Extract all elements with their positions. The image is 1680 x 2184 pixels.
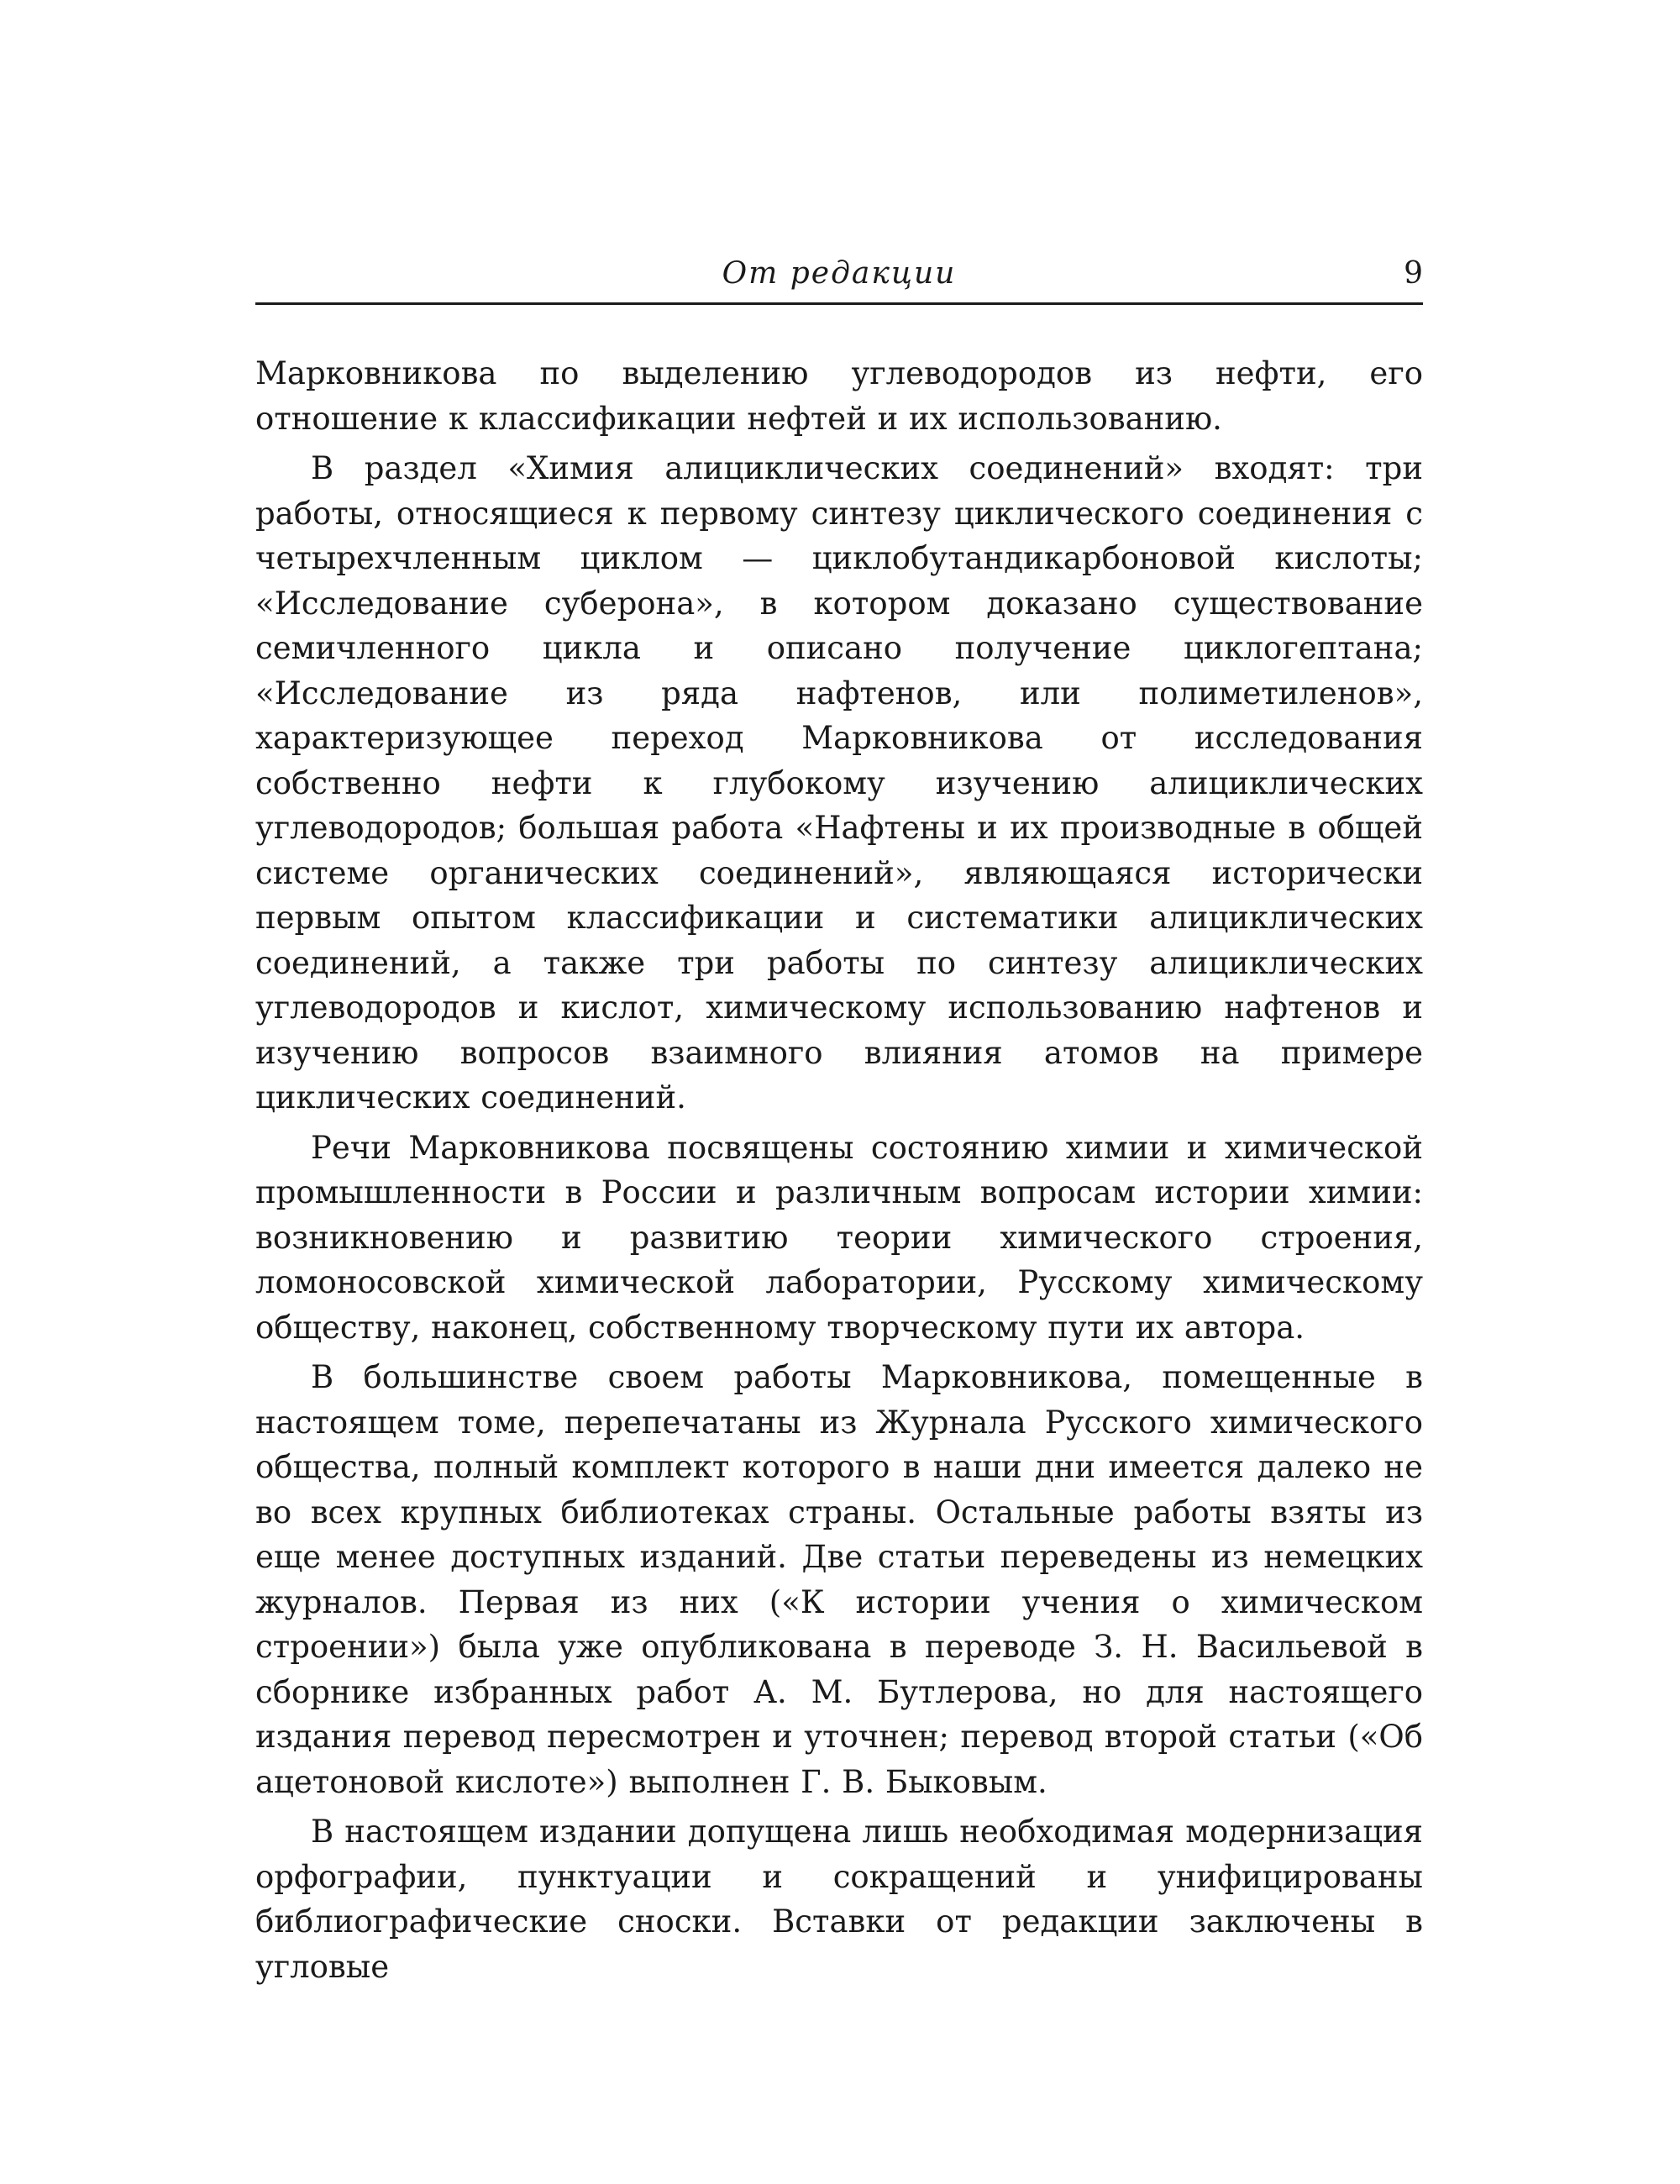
running-title: От редакции: [722, 256, 957, 291]
header-rule: [255, 302, 1423, 305]
body-text: [255, 351, 1423, 1994]
running-head: [255, 249, 1423, 299]
paragraph-1: Марковникова по выделению углеводородов из нефти, его отношение к классификации нефтей и их использованию.: [255, 355, 1423, 437]
paragraph-5: В настоящем издании допущена лишь необходимая модернизация орфографии, пунктуации и сокращений и унифицированы библиографические сноски. Вставки от редакции заключены в угловые: [255, 1814, 1423, 1985]
paragraph-3: Речи Марковникова посвящены состоянию химии и химической промышленности в России и различным вопросам истории химии: возникновению и развитию теории химического строения, ломоносовской химической лаборатории, Русскому химическому обществу, наконец, собственному творческому пути их автора.: [255, 1129, 1423, 1346]
paragraph-4: В большинстве своем работы Марковникова, помещенные в настоящем томе, перепечатаны из Журнала Русского химического общества, полный комплект которого в наши дни имеется далеко не во всех крупных библиотеках страны. Остальные работы взяты из еще менее доступных изданий. Две статьи переведены из немецких журналов. Первая из них («К истории учения о химическом строении») была уже опубликована в переводе З. Н. Васильевой в сборнике избранных работ А. М. Бутлерова, но для настоящего издания перевод пересмотрен и уточнен; перевод второй статьи («Об ацетоновой кислоте») выполнен Г. В. Быковым.: [255, 1359, 1423, 1800]
page-number: 9: [1404, 256, 1423, 291]
paragraph-2: В раздел «Химия алициклических соединений» входят: три работы, относящиеся к первому синтезу циклического соединения с четырехчленным циклом — циклобутандикарбоновой кислоты; «Исследование суберона», в котором доказано существование семичленного цикла и описано получение циклогептана; «Исследование из ряда нафтенов, или полиметиленов», характеризующее переход Марковникова от исследования собственно нефти к глубокому изучению алициклических углеводородов; большая работа «Нафтены и их производные в общей системе органических соединений», являющаяся исторически первым опытом классификации и систематики алициклических соединений, а также три работы по синтезу алициклических углеводородов и кислот, химическому использованию нафтенов и изучению вопросов взаимного влияния атомов на примере циклических соединений.: [255, 450, 1423, 1116]
